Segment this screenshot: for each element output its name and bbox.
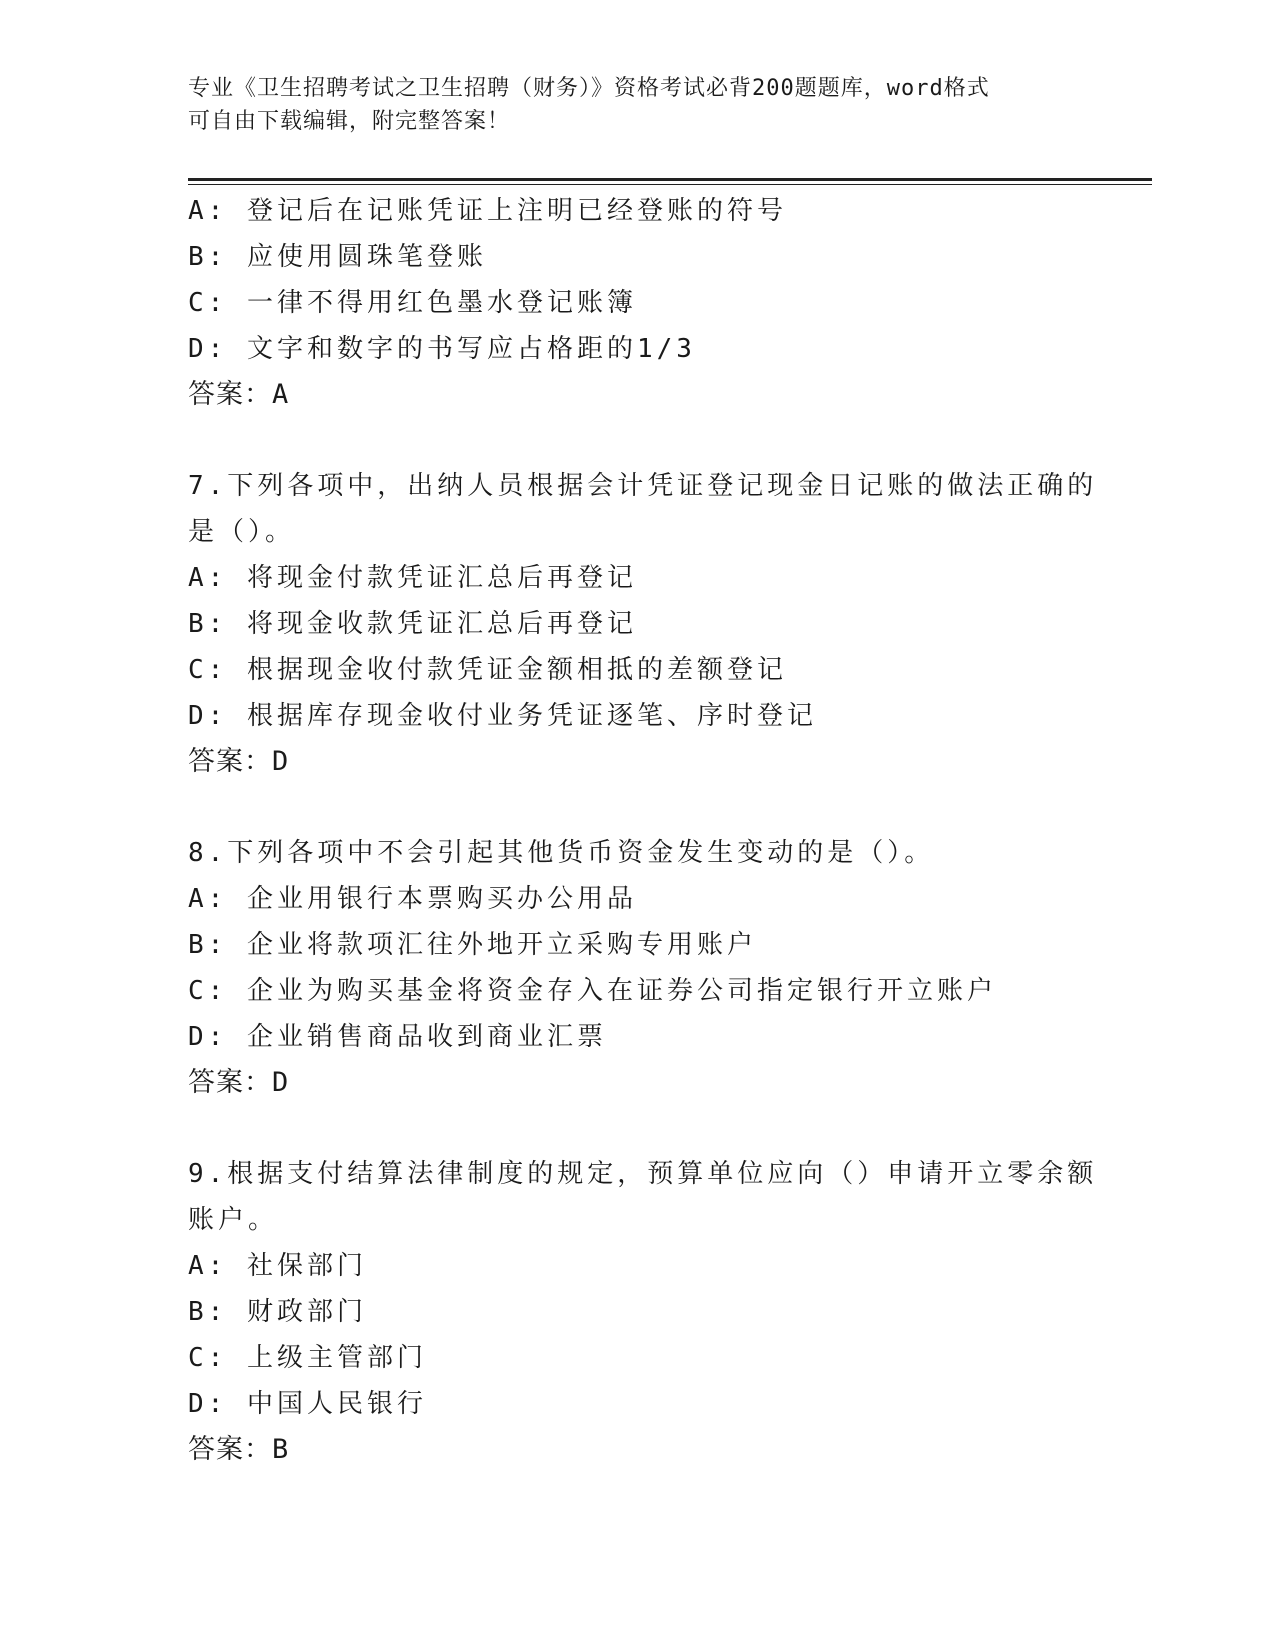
header-line-2: 可自由下载编辑，附完整答案！: [188, 109, 511, 134]
question-6-continued: [188, 188, 1088, 418]
question-7: [188, 463, 1098, 785]
question-stem-line-1: 9.根据支付结算法律制度的规定，预算单位应向（）申请开立零余额: [188, 1159, 1098, 1189]
document-body: [188, 188, 1098, 1473]
question-stem-line-2: 是（）。: [188, 517, 296, 547]
option-d: D: 中国人民银行: [188, 1389, 427, 1419]
spacer: [188, 785, 1088, 830]
option-c: C: 一律不得用红色墨水登记账簿: [188, 288, 637, 318]
option-b: B: 将现金收款凭证汇总后再登记: [188, 609, 637, 639]
option-b: B: 财政部门: [188, 1297, 367, 1327]
answer-line: 答案：B: [188, 1434, 290, 1465]
option-c: C: 根据现金收付款凭证金额相抵的差额登记: [188, 655, 787, 685]
option-a: A: 社保部门: [188, 1251, 367, 1281]
spacer: [188, 418, 1088, 463]
option-b: B: 应使用圆珠笔登账: [188, 242, 487, 272]
option-a: A: 将现金付款凭证汇总后再登记: [188, 563, 637, 593]
answer-line: 答案：D: [188, 746, 290, 777]
question-stem-line-1: 8.下列各项中不会引起其他货币资金发生变动的是（）。: [188, 838, 935, 868]
option-c: C: 企业为购买基金将资金存入在证券公司指定银行开立账户: [188, 976, 997, 1006]
document-header: [188, 72, 1068, 138]
question-stem-line-2: 账户。: [188, 1205, 279, 1235]
option-b: B: 企业将款项汇往外地开立采购专用账户: [188, 930, 757, 960]
option-d: D: 根据库存现金收付业务凭证逐笔、序时登记: [188, 701, 817, 731]
option-c: C: 上级主管部门: [188, 1343, 427, 1373]
option-d: D: 文字和数字的书写应占格距的1/3: [188, 334, 696, 364]
option-a: A: 登记后在记账凭证上注明已经登账的符号: [188, 196, 787, 226]
option-d: D: 企业销售商品收到商业汇票: [188, 1022, 607, 1052]
header-line-1: 专业《卫生招聘考试之卫生招聘（财务）》资格考试必背200题题库，word格式: [188, 76, 990, 101]
question-8: [188, 830, 1088, 1106]
spacer: [188, 1106, 1088, 1151]
answer-line: 答案：A: [188, 379, 290, 410]
option-a: A: 企业用银行本票购买办公用品: [188, 884, 637, 914]
question-9: [188, 1151, 1098, 1473]
question-stem-line-1: 7.下列各项中，出纳人员根据会计凭证登记现金日记账的做法正确的: [188, 471, 1098, 501]
header-divider-thick: [188, 178, 1152, 181]
answer-line: 答案：D: [188, 1067, 290, 1098]
header-divider-thin: [188, 184, 1152, 185]
